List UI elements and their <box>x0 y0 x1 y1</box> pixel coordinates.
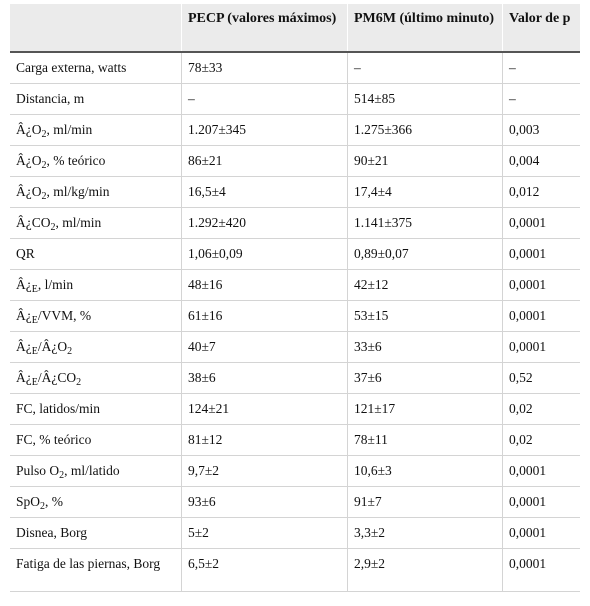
row-label: Disnea, Borg <box>10 518 182 548</box>
table-header <box>10 4 580 53</box>
label-main: Â¿ <box>16 277 32 292</box>
header-pecp: PECP (valores máximos) <box>182 4 348 51</box>
row-label <box>10 208 182 238</box>
table-row <box>10 115 580 146</box>
label-main: Â¿O <box>16 184 42 199</box>
cell-pm6m: 78±11 <box>348 425 503 455</box>
table-row <box>10 394 580 425</box>
cell-pm6m: 53±15 <box>348 301 503 331</box>
label-sub: 2 <box>41 160 47 171</box>
row-label <box>10 332 182 362</box>
cell-pm6m: 17,4±4 <box>348 177 503 207</box>
cell-pecp: 48±16 <box>182 270 348 300</box>
label-sub: 2 <box>50 222 56 233</box>
row-label: FC, % teórico <box>10 425 182 455</box>
cell-pm6m: 91±7 <box>348 487 503 517</box>
header-pm6m: PM6M (último minuto) <box>348 4 503 51</box>
cell-pecp: 1.207±345 <box>182 115 348 145</box>
label-main: Â¿CO <box>16 215 51 230</box>
cell-pecp: 124±21 <box>182 394 348 424</box>
cell-p: 0,0001 <box>509 525 547 540</box>
label-rest: /Â¿CO <box>37 370 77 385</box>
label-rest: , ml/min <box>55 215 102 230</box>
cell-p: – <box>509 91 516 106</box>
label-sub: E <box>31 346 38 357</box>
cell-p: 0,0001 <box>509 556 547 571</box>
table-row <box>10 456 580 487</box>
label-rest: , ml/min <box>46 122 93 137</box>
cell-pm6m: 3,3±2 <box>348 518 503 548</box>
cell-pm6m: 514±85 <box>348 84 503 114</box>
table-row <box>10 177 580 208</box>
cell-pecp: 9,7±2 <box>182 456 348 486</box>
label-main: Â¿O <box>16 122 42 137</box>
cell-pm6m: 1.275±366 <box>348 115 503 145</box>
cell-pm6m: 121±17 <box>348 394 503 424</box>
cell-p: 0,02 <box>509 432 533 447</box>
cell-p: 0,004 <box>509 153 540 168</box>
cell-pecp: 81±12 <box>182 425 348 455</box>
cell-pecp: 61±16 <box>182 301 348 331</box>
cell-pecp: 86±21 <box>182 146 348 176</box>
table-row <box>10 487 580 518</box>
cell-pm6m: 37±6 <box>348 363 503 393</box>
cell-pecp: – <box>182 84 348 114</box>
row-label <box>10 115 182 145</box>
cell-p: 0,003 <box>509 122 540 137</box>
row-label <box>10 456 182 486</box>
row-label <box>10 146 182 176</box>
row-label: FC, latidos/min <box>10 394 182 424</box>
label-rest: /Â¿O <box>37 339 68 354</box>
label-sub: E <box>31 315 38 326</box>
label-main: Â¿ <box>16 370 32 385</box>
label-rest: , % teórico <box>46 153 106 168</box>
table-row <box>10 518 580 549</box>
cell-p: 0,02 <box>509 401 533 416</box>
cell-p: 0,012 <box>509 184 540 199</box>
row-label <box>10 487 182 517</box>
label-sub-2: 2 <box>76 377 82 388</box>
header-p-value: Valor de p <box>509 11 571 26</box>
label-main: Pulso O <box>16 463 60 478</box>
table-row <box>10 332 580 363</box>
cell-p: – <box>509 60 516 75</box>
cell-p: 0,0001 <box>509 215 547 230</box>
label-rest: , l/min <box>37 277 74 292</box>
cell-pecp: 38±6 <box>182 363 348 393</box>
label-main: Â¿O <box>16 153 42 168</box>
cell-pecp: 93±6 <box>182 487 348 517</box>
row-label <box>10 270 182 300</box>
row-label <box>10 363 182 393</box>
label-sub: 2 <box>59 470 65 481</box>
cell-pm6m: 33±6 <box>348 332 503 362</box>
cell-p: 0,0001 <box>509 463 547 478</box>
cell-pm6m: 1.141±375 <box>348 208 503 238</box>
table-row <box>10 239 580 270</box>
table-row <box>10 425 580 456</box>
cell-pecp: 16,5±4 <box>182 177 348 207</box>
data-table <box>10 4 580 592</box>
label-sub: 2 <box>40 501 46 512</box>
table-row <box>10 549 580 592</box>
cell-pecp: 40±7 <box>182 332 348 362</box>
table-row <box>10 363 580 394</box>
cell-pecp: 5±2 <box>182 518 348 548</box>
label-sub-2: 2 <box>67 346 73 357</box>
cell-pecp: 1,06±0,09 <box>182 239 348 269</box>
cell-pm6m: 10,6±3 <box>348 456 503 486</box>
table-row <box>10 270 580 301</box>
cell-pm6m: 90±21 <box>348 146 503 176</box>
cell-pm6m: 0,89±0,07 <box>348 239 503 269</box>
table-row <box>10 208 580 239</box>
cell-pm6m: 42±12 <box>348 270 503 300</box>
cell-p: 0,0001 <box>509 339 547 354</box>
row-label: Carga externa, watts <box>10 53 182 83</box>
cell-pecp: 1.292±420 <box>182 208 348 238</box>
row-label: Distancia, m <box>10 84 182 114</box>
cell-p: 0,0001 <box>509 246 547 261</box>
cell-pecp: 6,5±2 <box>182 549 348 591</box>
row-label <box>10 177 182 207</box>
cell-p: 0,0001 <box>509 494 547 509</box>
label-main: Â¿ <box>16 339 32 354</box>
cell-pecp: 78±33 <box>182 53 348 83</box>
table-row <box>10 301 580 332</box>
cell-pm6m: 2,9±2 <box>348 549 503 591</box>
label-rest: , ml/kg/min <box>46 184 110 199</box>
table-row <box>10 146 580 177</box>
label-sub: E <box>31 377 38 388</box>
cell-p: 0,0001 <box>509 277 547 292</box>
table-row <box>10 53 580 84</box>
row-label: Fatiga de las piernas, Borg <box>10 549 182 591</box>
label-rest: , ml/latido <box>64 463 120 478</box>
row-label: QR <box>10 239 182 269</box>
label-main: SpO <box>16 494 41 509</box>
row-label <box>10 301 182 331</box>
label-main: Â¿ <box>16 308 32 323</box>
table-row <box>10 84 580 115</box>
cell-pm6m: – <box>348 53 503 83</box>
label-sub: 2 <box>41 129 47 140</box>
label-rest: , % <box>45 494 64 509</box>
cell-p: 0,0001 <box>509 308 547 323</box>
cell-p: 0,52 <box>509 370 533 385</box>
label-sub: 2 <box>41 191 47 202</box>
label-rest: /VVM, % <box>37 308 92 323</box>
header-empty <box>10 4 182 51</box>
label-sub: E <box>31 284 38 295</box>
